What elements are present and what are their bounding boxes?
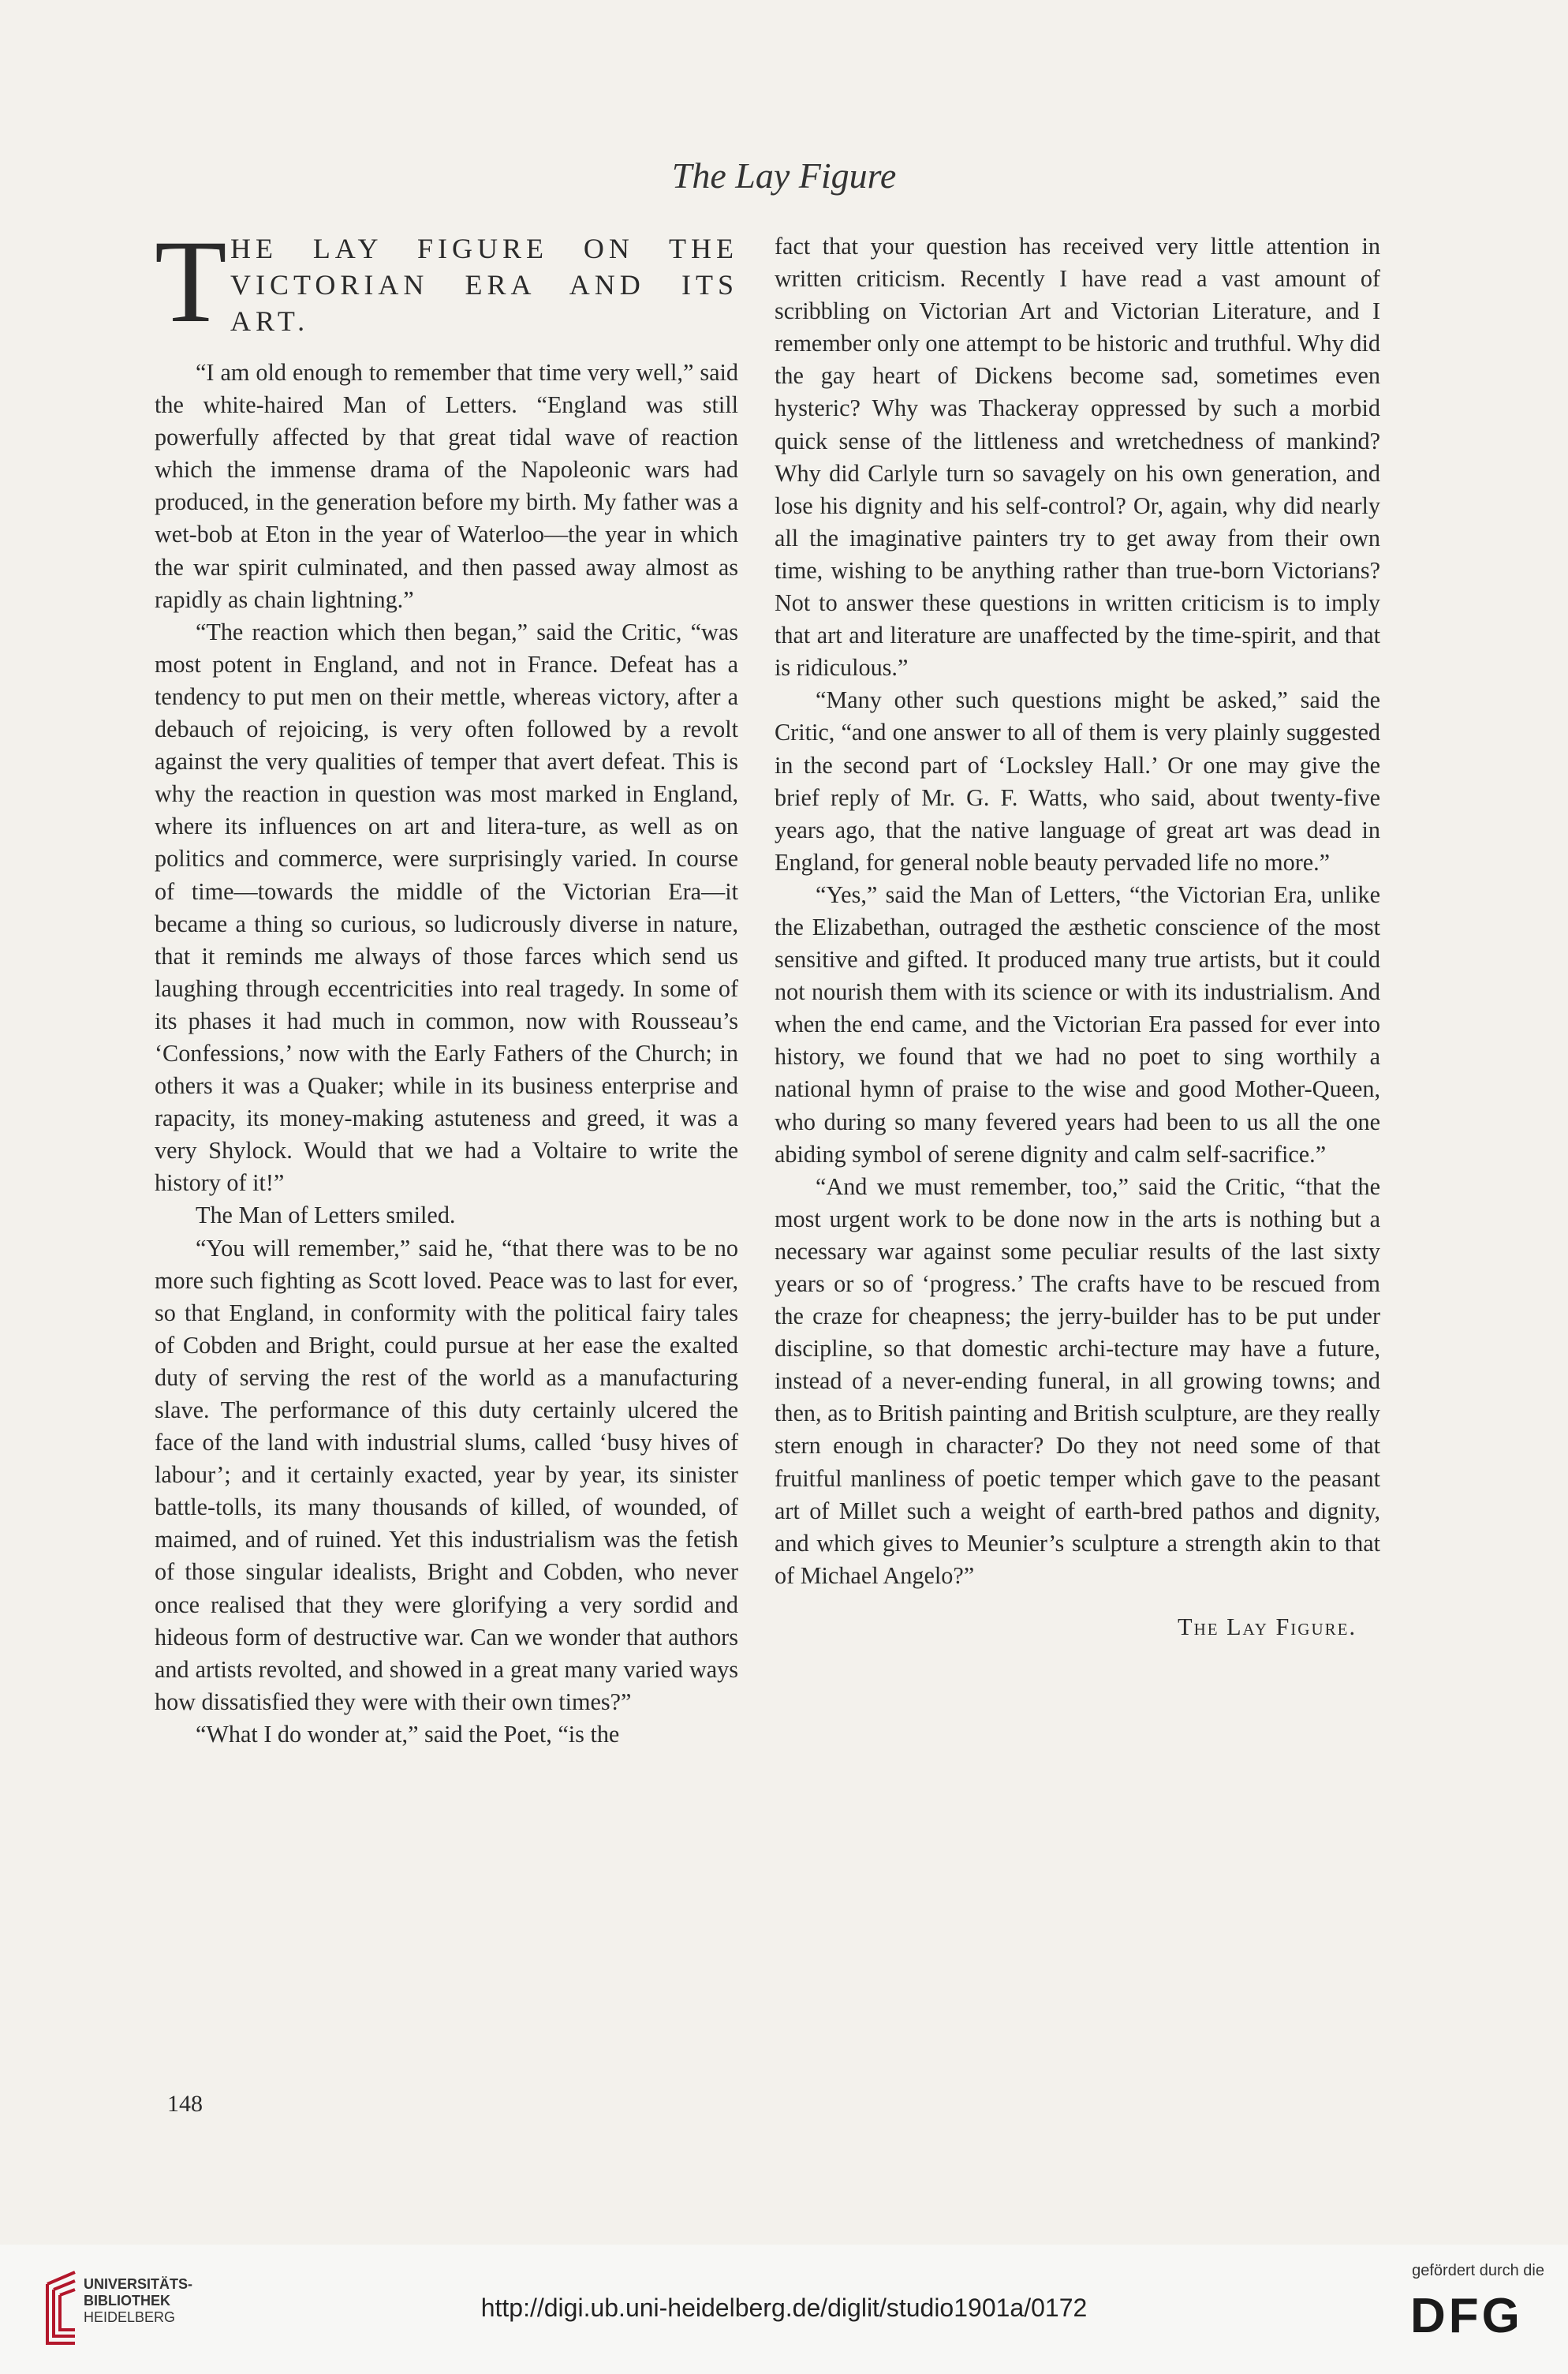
left-column bbox=[155, 216, 738, 1751]
article-heading bbox=[155, 216, 738, 349]
funder-text: gefördert durch die bbox=[1412, 2262, 1544, 2279]
paragraph: “You will remember,” said he, “that there was to be no more such fighting as Scott loved. Peace was to last for ever, so that England, in conformity with the political fairy tales of Cobden and Bright, could pursue at her ease the exalted duty of serving the rest of the world as a manufacturing slave. The performance of this duty certainly ulcered the face of the land with industrial slums, called ‘busy hives of labour’; and it certainly exacted, year by year, its sinister battle-tolls, its many thousands of killed, of wounded, of maimed, and of ruined. Yet this industrialism was the fetish of those singular idealists, Bright and Cobden, who never once realised that they were glorifying a very sordid and hideous form of destructive war. Can we wonder that authors and artists revolted, and showed in a great many varied ways how dissatisfied they were with their own times?” bbox=[155, 1234, 738, 1715]
paragraph: “Many other such questions might be asked,” said the Critic, “and one answer to all of them is very plainly suggested in the second part of ‘Locksley Hall.’ Or one may give the brief reply of Mr. G. F. Watts, who said, about twenty-five years ago, that the native language of great art was dead in England, for general noble beauty pervaded life no more.” bbox=[775, 686, 1380, 876]
heading-text: HE LAY FIGURE ON THE VICTORIAN ERA AND ITS ART. bbox=[230, 233, 738, 337]
dfg-logo-icon bbox=[1410, 2291, 1544, 2338]
source-url-link[interactable]: http://digi.ub.uni-heidelberg.de/diglit/studio1901a/0172 bbox=[480, 2294, 1088, 2322]
page-number: 148 bbox=[167, 2091, 203, 2117]
paragraph: fact that your question has received very little attention in written criticism. Recently I have read a vast amount of scribbling on Victorian Art and Victorian Literature, and I remember only one attempt to be historic and truthful. Why did the gay heart of Dickens become sad, sometimes even hysteric? Why was Thackeray oppressed by such a morbid quick sense of the littleness and wretchedness of mankind? Why did Carlyle turn so savagely on his own generation, and lose his dignity and his self-control? Or, again, why did nearly all the imaginative painters try to get away from their own time, wishing to be anything rather than true-born Victorians? Not to answer these questions in written criticism is to imply that art and literature are unaffected by the time-spirit, and that is ridiculous.” bbox=[775, 233, 1380, 682]
paragraph: The Man of Letters smiled. bbox=[196, 1202, 456, 1229]
footer bbox=[0, 2245, 1568, 2374]
library-line: BIBLIOTHEK bbox=[84, 2293, 170, 2309]
right-column bbox=[775, 230, 1380, 1643]
svg-text:DFG: DFG bbox=[1410, 2291, 1523, 2338]
paragraph: “Yes,” said the Man of Letters, “the Victorian Era, unlike the Elizabethan, outraged the æsthetic conscience of the most sensitive and gifted. It produced many true artists, but it could not nourish them with its science or with its industrialism. And when the end came, and the Victorian Era passed for ever into history, we found that we had no poet to sing worthily a national hymn of praise to the wise and good Mother-Queen, who during so many fevered years had been to us all the one abiding symbol of serene dignity and calm self-sacrifice.” bbox=[775, 880, 1380, 1168]
funder bbox=[1410, 2262, 1544, 2342]
signature: The Lay Figure. bbox=[1178, 1613, 1357, 1640]
paragraph: “I am old enough to remember that time very well,” said the white-haired Man of Letters. “England was still powerfully affected by that great tidal wave of reaction which the immense drama of the Napoleonic wars had produced, in the generation before my birth. My father was a wet-bob at Eton in the year of Waterloo—the year in which the war spirit culminated, and then passed away almost as rapidly as chain lightning.” bbox=[155, 359, 738, 613]
paragraph: “The reaction which then began,” said the Critic, “was most potent in England, and not in France. Defeat has a tendency to put men on their mettle, whereas victory, after a debauch of rejoicing, is very often followed by a revolt against the very qualities of temper that avert defeat. This is why the reaction in question was most marked in England, where its influences on art and litera-ture, as well as on politics and commerce, were surprisingly varied. In course of time—towards the middle of the Victorian Era—it became a thing so curious, so ludicrously diverse in nature, that it reminds me always of those farces which send us laughing through eccentricities into real tragedy. In some of its phases it had much in common, now with Rousseau’s ‘Confessions,’ now with the Early Fathers of the Church; in others it was a Quaker; while in its business enterprise and rapacity, its money-making astuteness and greed, it was a very Shylock. Would that we had a Voltaire to write the history of it!” bbox=[155, 618, 738, 1197]
running-title: The Lay Figure bbox=[671, 155, 897, 196]
drop-cap: T bbox=[155, 216, 227, 347]
paragraph: “What I do wonder at,” said the Poet, “is the bbox=[196, 1720, 620, 1748]
library-line: UNIVERSITÄTS- bbox=[84, 2276, 193, 2292]
library-line: HEIDELBERG bbox=[84, 2309, 176, 2325]
paragraph: “And we must remember, too,” said the Critic, “that the most urgent work to be done now in the arts is nothing but a necessary war against some peculiar results of the last sixty years or so of ‘progress.’ The crafts have to be rescued from the craze for cheapness; the jerry-builder has to be put under discipline, so that domestic archi-tecture may have a future, instead of a never-ending funeral, in all growing towns; and then, as to British painting and British sculpture, are they really stern enough in character? Do they not need some of that fruitful manliness of poetic temper which gave to the peasant art of Millet such a weight of earth-bred pathos and dignity, and which gives to Meunier’s sculpture a strength akin to that of Michael Angelo?” bbox=[775, 1172, 1380, 1589]
